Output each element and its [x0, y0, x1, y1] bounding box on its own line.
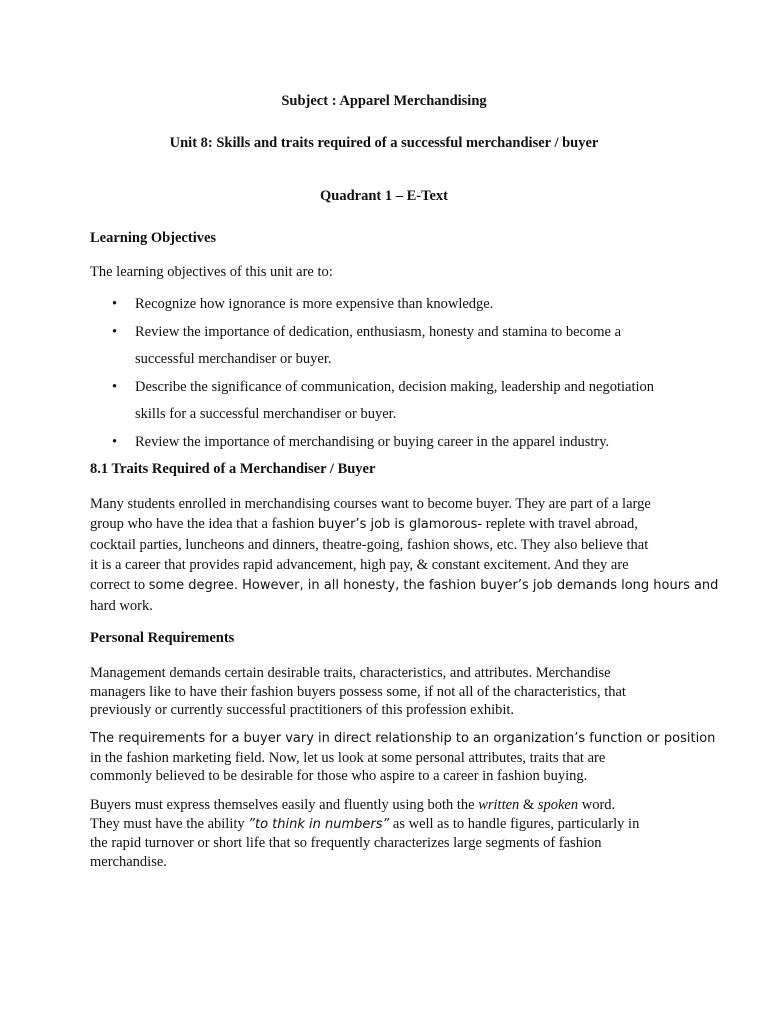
personal-requirements-paragraph-2 — [90, 730, 716, 786]
paragraph-line: hard work. — [90, 598, 153, 614]
paragraph-line: previously or currently successful practitioners of this profession exhibit. — [90, 702, 515, 718]
list-item — [90, 291, 690, 319]
text-run: some degree. However, in all honesty, the fashion buyer’s job demands long hours and — [148, 578, 719, 593]
list-item-text: Recognize how ignorance is more expensive than knowledge. — [135, 296, 494, 312]
list-item — [90, 374, 690, 429]
learning-objectives-heading: Learning Objectives — [90, 230, 217, 246]
subject-title: Subject : Apparel Merchandising — [281, 93, 487, 109]
bullet-icon: • — [112, 296, 118, 312]
list-item — [90, 429, 690, 457]
emphasis-spoken: spoken — [537, 797, 579, 813]
unit-title: Unit 8: Skills and traits required of a successful merchandiser / buyer — [169, 135, 599, 151]
personal-requirements-heading: Personal Requirements — [90, 630, 235, 646]
text-run: as well as to handle figures, particularly in — [389, 815, 640, 832]
list-item-text: successful merchandiser or buyer. — [135, 351, 332, 367]
paragraph-line — [90, 514, 690, 535]
paragraph-line: managers like to have their fashion buyers possess some, if not all of the characteristics, that — [90, 683, 626, 700]
paragraph-line: The requirements for a buyer vary in direct relationship to an organization’s function or position — [90, 731, 716, 746]
bullet-icon: • — [112, 323, 118, 340]
list-item-text: skills for a successful merchandiser or buyer. — [135, 406, 397, 422]
text-run: replete with travel abroad, — [482, 516, 638, 532]
paragraph-line — [90, 796, 690, 815]
quadrant-title: Quadrant 1 – E-Text — [320, 188, 448, 204]
paragraph-line: merchandise. — [90, 853, 167, 870]
text-run: Buyers must express themselves easily and fluently using both the — [90, 797, 479, 813]
text-run: buyer’s job is glamorous- — [317, 517, 483, 532]
paragraph-line — [90, 575, 719, 596]
text-run: They must have the ability — [90, 815, 249, 832]
section-8-1-paragraph — [90, 494, 719, 616]
paragraph-line: Management demands certain desirable traits, characteristics, and attributes. Merchandise — [90, 665, 611, 681]
text-run: word. — [578, 797, 616, 813]
list-item-text: Review the importance of dedication, enthusiasm, honesty and stamina to become a — [135, 323, 622, 340]
bullet-icon: • — [112, 378, 118, 395]
paragraph-line: it is a career that provides rapid advancement, high pay, & constant excitement. And they are — [90, 557, 629, 573]
paragraph-line: Many students enrolled in merchandising courses want to become buyer. They are part of a large — [90, 496, 651, 512]
section-8-1-heading: 8.1 Traits Required of a Merchandiser / Buyer — [90, 461, 376, 477]
paragraph-line: commonly believed to be desirable for those who aspire to a career in fashion buying. — [90, 768, 588, 784]
list-item — [90, 319, 690, 374]
bullet-icon: • — [112, 433, 118, 450]
emphasis-written: written — [478, 797, 520, 813]
list-item-text: Describe the significance of communication, decision making, leadership and negotiation — [135, 378, 655, 395]
text-run: & — [519, 797, 538, 813]
list-item-text: Review the importance of merchandising or buying career in the apparel industry. — [135, 433, 610, 450]
intro-text: The learning objectives of this unit are to: — [90, 264, 333, 280]
personal-requirements-paragraph-1 — [90, 664, 690, 720]
emphasis-think-in-numbers: ”to think in numbers” — [248, 816, 390, 832]
paragraph-line: the rapid turnover or short life that so frequently characterizes large segments of fashion — [90, 835, 602, 851]
text-run: correct to — [90, 577, 149, 593]
personal-requirements-paragraph-3 — [90, 796, 690, 871]
text-run: group who have the idea that a fashion — [90, 516, 318, 532]
learning-objectives-intro — [90, 262, 690, 282]
paragraph-line — [90, 815, 690, 835]
learning-objectives-list — [90, 291, 690, 456]
paragraph-line: cocktail parties, luncheons and dinners, theatre-going, fashion shows, etc. They also believe that — [90, 537, 649, 553]
paragraph-line: in the fashion marketing field. Now, let us look at some personal attributes, traits that are — [90, 749, 606, 766]
